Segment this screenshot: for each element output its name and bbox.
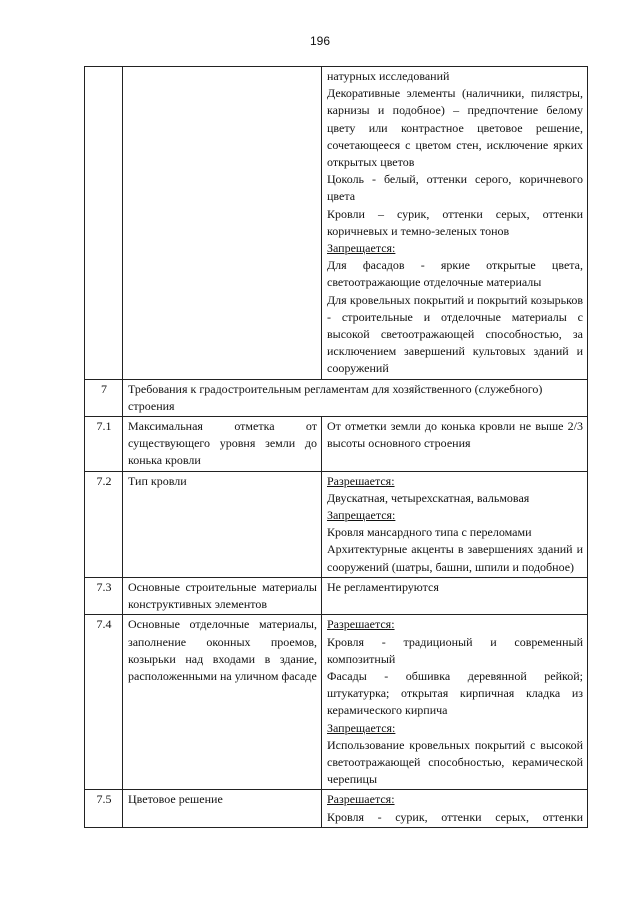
value-line: Кровля - традиционый и современный композитный bbox=[327, 634, 583, 666]
row-value: От отметки земли до конька кровли не выше 2/3 высоты основного строения bbox=[322, 417, 588, 472]
value-line: Декоративные элементы (наличники, пилястры, карнизы и подобное) – предпочтение белому цвету или контрастное цветовое решение, сочетающееся с цветом стен, исключение ярких открытых цветов bbox=[327, 86, 583, 170]
row-value bbox=[322, 615, 588, 790]
value-line: Цоколь - белый, оттенки серого, коричневого цвета bbox=[327, 172, 583, 204]
row-number bbox=[85, 67, 123, 380]
value-line: Кровля мансардного типа с переломами bbox=[327, 525, 532, 540]
value-line: Архитектурные акценты в завершениях зданий и сооружений (шатры, башни, шпили и подобное) bbox=[327, 542, 583, 574]
table-row bbox=[85, 379, 588, 416]
row-number: 7.1 bbox=[85, 417, 123, 472]
row-name: Основные отделочные материалы, заполнение оконных проемов, козырьки над входами в здание, расположенными на уличном фасаде bbox=[123, 615, 322, 790]
row-value bbox=[322, 471, 588, 577]
row-number: 7 bbox=[85, 379, 123, 416]
row-name bbox=[123, 67, 322, 380]
value-line: Использование кровельных покрытий с высокой светоотражающей способностью, керамической черепицы bbox=[327, 737, 583, 787]
value-line: натурных исследований bbox=[327, 69, 450, 83]
table-row bbox=[85, 790, 588, 827]
section-heading: Требования к градостроительным регламентам для хозяйственного (служебного) строения bbox=[123, 379, 588, 416]
table-row bbox=[85, 417, 588, 472]
value-line: Для кровельных покрытий и покрытий козырьков - строительные и отделочные материалы с высокой светоотражающей способностью, за исключением завершений культовых зданий и сооружений bbox=[327, 292, 583, 376]
row-number: 7.2 bbox=[85, 471, 123, 577]
allowed-label: Разрешается: bbox=[327, 617, 395, 632]
row-number: 7.4 bbox=[85, 615, 123, 790]
allowed-label: Разрешается: bbox=[327, 792, 395, 807]
row-name: Основные строительные материалы конструктивных элементов bbox=[123, 577, 322, 614]
value-line: Двускатная, четырехскатная, вальмовая bbox=[327, 490, 530, 505]
row-value bbox=[322, 67, 588, 380]
regulations-table bbox=[84, 66, 588, 828]
value-line: Фасады - обшивка деревянной рейкой; штукатурка; открытая кирпичная кладка из керамического кирпича bbox=[327, 668, 583, 718]
table-row bbox=[85, 67, 588, 380]
table-row bbox=[85, 615, 588, 790]
value-line: Кровля - сурик, оттенки серых, оттенки bbox=[327, 809, 583, 824]
row-value: Не регламентируются bbox=[322, 577, 588, 614]
row-name: Цветовое решение bbox=[123, 790, 322, 827]
row-value bbox=[322, 790, 588, 827]
value-line: Кровли – сурик, оттенки серых, оттенки коричневых и темно-зеленых тонов bbox=[327, 206, 583, 238]
row-name: Тип кровли bbox=[123, 471, 322, 577]
value-line: Для фасадов - яркие открытые цвета, светоотражающие отделочные материалы bbox=[327, 258, 583, 290]
table-row bbox=[85, 471, 588, 577]
row-number: 7.3 bbox=[85, 577, 123, 614]
forbidden-label: Запрещается: bbox=[327, 508, 396, 523]
forbidden-label: Запрещается: bbox=[327, 720, 396, 735]
allowed-label: Разрешается: bbox=[327, 473, 395, 488]
table-row bbox=[85, 577, 588, 614]
row-name: Максимальная отметка от существующего уровня земли до конька кровли bbox=[123, 417, 322, 472]
forbidden-label: Запрещается: bbox=[327, 241, 396, 256]
page-number: 196 bbox=[309, 34, 331, 48]
row-number: 7.5 bbox=[85, 790, 123, 827]
